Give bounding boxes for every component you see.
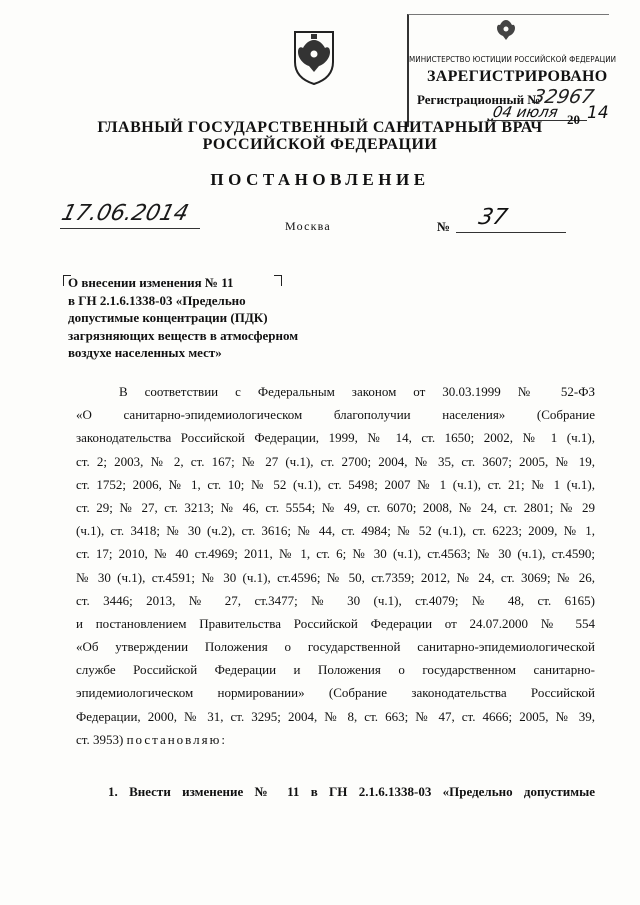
body-text [76, 380, 595, 751]
body-line: службе Российской Федерации и Положения о государственном санитарно- [76, 662, 595, 678]
registration-stamp [407, 14, 617, 127]
doc-number: 37 [476, 205, 510, 230]
coat-of-arms-icon [289, 26, 339, 88]
doc-type-title: ПОСТАНОВЛЕНИЕ [210, 170, 430, 189]
item-1: 1. Внести изменение № 11 в ГН 2.1.6.1338-03 «Предельно допустимые [108, 784, 595, 799]
ministry-name: МИНИСТЕРСТВО ЮСТИЦИИ РОССИЙСКОЙ ФЕДЕРАЦИИ [409, 55, 617, 64]
number-underline [456, 232, 566, 233]
body-line: (ч.1), ст. 3418; № 30 (ч.2), ст. 3616; № 44, ст. 4984; № 52 (ч.1), ст. 6223; 2009, № 1, [76, 523, 595, 539]
reg-year-suffix: 14 [587, 103, 609, 123]
body-line: ст. 3953) [76, 731, 124, 747]
reg-year-prefix: 20 [567, 112, 580, 127]
subject-line: допустимые концентрации (ПДК) [68, 310, 268, 325]
date-underline [60, 228, 200, 229]
reg-number: 32967 [530, 86, 596, 108]
stamp-emblem-icon [495, 17, 517, 43]
subject-line: в ГН 2.1.6.1338-03 «Предельно [68, 292, 246, 308]
body-line: ст. 3446; 2013, № 27, ст.3477; № 30 (ч.1), ст.4079; № 48, ст. 6165) [76, 592, 595, 608]
body-line: В соответствии с Федеральным законом от 30.03.1999 № 52-ФЗ [119, 384, 595, 399]
number-label: № [437, 219, 451, 234]
body-line-last [76, 728, 595, 751]
body-line: «О санитарно-эпидемиологическом благополучии населения» (Собрание [76, 407, 595, 423]
doc-date: 17.06.2014 [58, 201, 192, 226]
body-line: законодательства Российской Федерации, 1999, № 14, ст. 1650; 2002, № 1 (ч.1), [76, 430, 595, 446]
header-line-2: РОССИЙСКОЙ ФЕДЕРАЦИИ [202, 136, 438, 153]
decree-word: постановляю: [126, 731, 227, 747]
doc-city: Москва [285, 219, 331, 233]
subject-line: воздухе населенных мест» [68, 345, 222, 360]
body-line: эпидемиологическом нормировании» (Собрание законодательства Российской [76, 685, 595, 701]
header-line-1: ГЛАВНЫЙ ГОСУДАРСТВЕННЫЙ САНИТАРНЫЙ ВРАЧ [97, 119, 543, 136]
body-line: ст. 29; № 27, ст. 3213; № 46, ст. 5554; № 49, ст. 6070; 2008, № 24, ст. 2801; № 29 [76, 499, 595, 515]
subject-block [68, 274, 308, 362]
body-line: ст. 2; 2003, № 2, ст. 167; № 27 (ч.1), ст. 2700; 2004, № 35, ст. 3607; 2005, № 19, [76, 453, 595, 469]
reg-date: 04 июля [491, 103, 560, 121]
body-line: Федерации, 2000, № 31, ст. 3295; 2004, № 8, ст. 663; № 47, ст. 4666; 2005, № 39, [76, 708, 595, 724]
body-line: и постановлением Правительства Российской Федерации от 24.07.2000 № 554 [76, 615, 595, 631]
body-line: ст. 1752; 2006, № 1, ст. 10; № 52 (ч.1), ст. 5498; 2007 № 1 (ч.1), ст. 21; № 1 (ч.1), [76, 476, 595, 492]
body-line: «Об утверждении Положения о государственной санитарно-эпидемиологической [76, 639, 595, 655]
body-line: ст. 17; 2010, № 40 ст.4969; 2011, № 1, ст. 6; № 30 (ч.1), ст.4563; № 30 (ч.1), ст.4590; [76, 546, 595, 562]
body-line: № 30 (ч.1), ст.4591; № 30 (ч.1), ст.4596; № 50, ст.7359; 2012, № 24, ст. 3069; № 26, [76, 569, 595, 585]
subject-line: загрязняющих веществ в атмосферном [68, 327, 299, 343]
registered-label: ЗАРЕГИСТРИРОВАНО [427, 68, 608, 85]
reg-number-label: Регистрационный № [417, 92, 541, 107]
subject-line: О внесении изменения № 11 [68, 275, 234, 290]
